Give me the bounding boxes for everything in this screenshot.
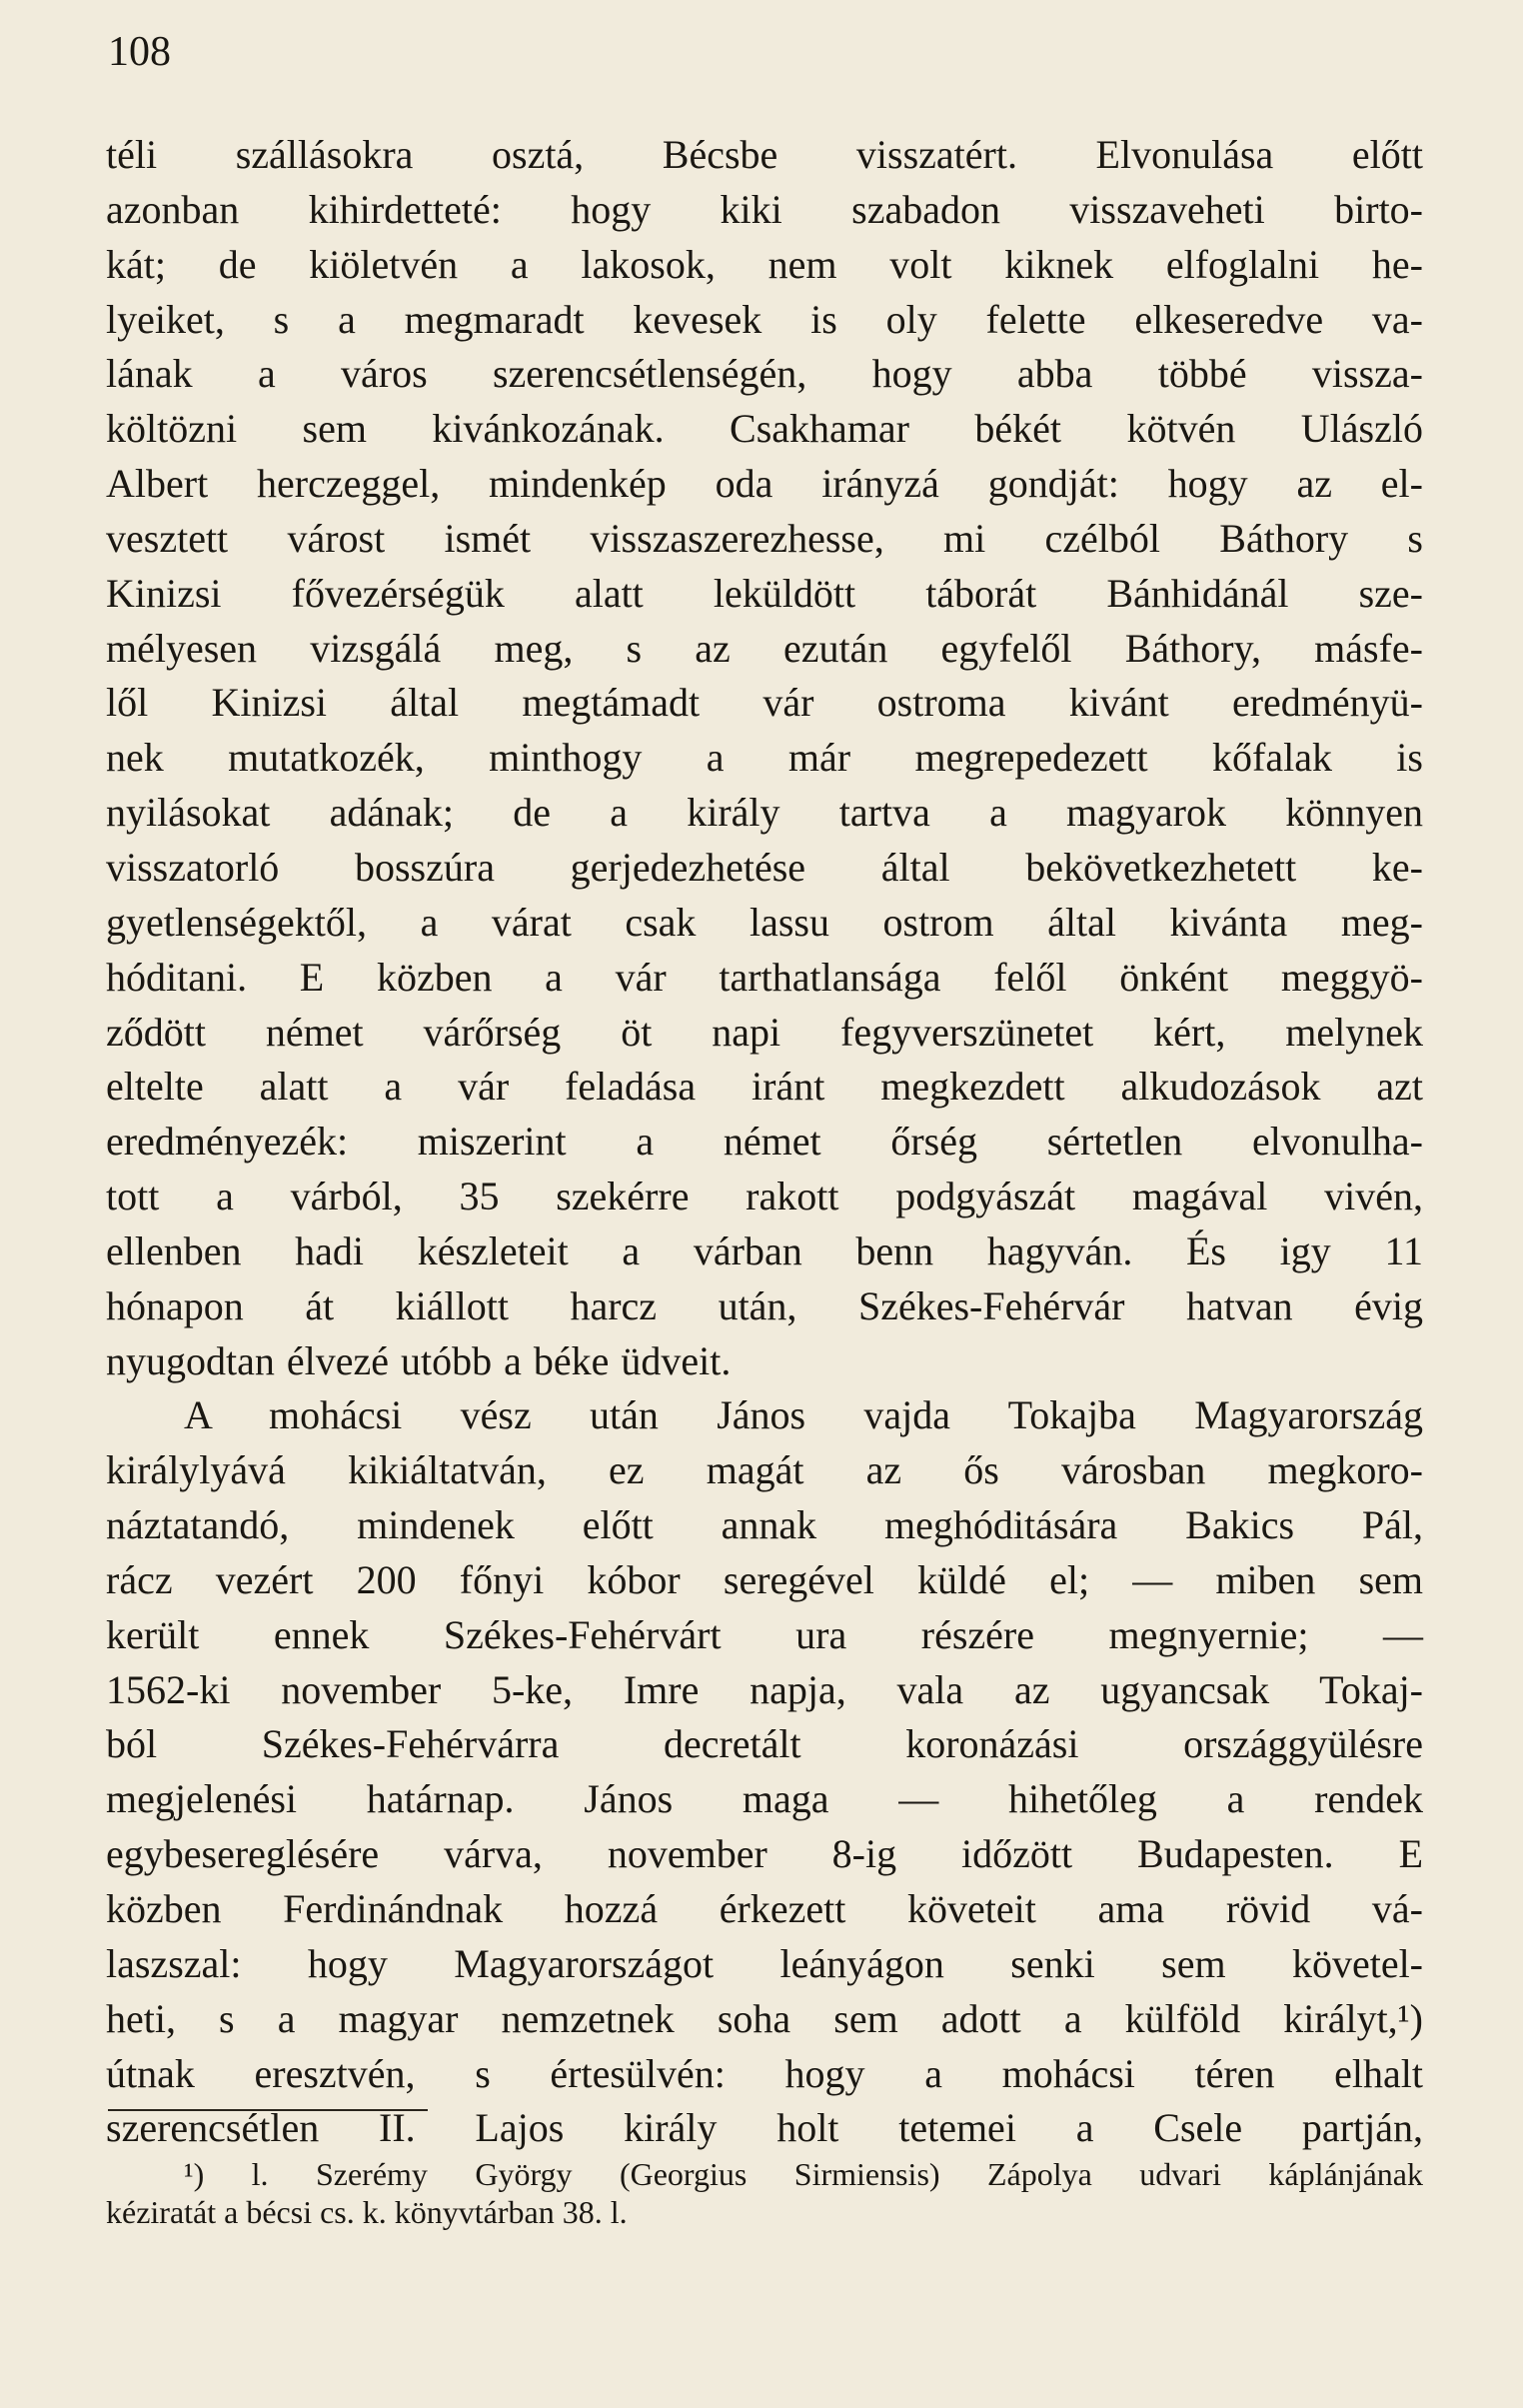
text-line: lának a város szerencsétlenségén, hogy abba többé vissza-	[106, 351, 1423, 397]
text-line: heti, s a magyar nemzetnek soha sem adott a külföld királyt,¹)	[106, 1995, 1423, 2041]
text-line: hónapon át kiállott harcz után, Székes-Fehérvár hatvan évig	[106, 1282, 1423, 1328]
footnote-line: kéziratát a bécsi cs. k. könyvtárban 38. l.	[106, 2194, 628, 2230]
text-line: közben Ferdinándnak hozzá érkezett követeit ama rövid vá-	[106, 1886, 1423, 1931]
text-line: mélyesen vizsgálá meg, s az ezután egyfelől Báthory, másfe-	[106, 625, 1423, 671]
body-text	[106, 128, 1423, 2156]
text-line: laszszal: hogy Magyarországot leányágon senki sem követel-	[106, 1940, 1423, 1986]
text-line: 1562-ki november 5-ke, Imre napja, vala az ugyancsak Tokaj-	[106, 1666, 1423, 1712]
text-line: gyetlenségektől, a várat csak lassu ostrom által kivánta meg-	[106, 899, 1423, 945]
text-line: eredményezék: miszerint a német őrség sértetlen elvonulha-	[106, 1119, 1423, 1165]
text-line: eltelte alatt a vár feladása iránt megkezdett alkudozások azt	[106, 1064, 1423, 1110]
text-line: került ennek Székes-Fehérvárt ura részére megnyernie; —	[106, 1611, 1423, 1657]
text-line: költözni sem kivánkozának. Csakhamar békét kötvén Ulászló	[106, 406, 1423, 452]
footnote-line: ¹) l. Szerémy György (Georgius Sirmiensis) Zápolya udvari káplánjának	[184, 2156, 1423, 2192]
text-line: A mohácsi vész után János vajda Tokajba Magyarország	[184, 1392, 1423, 1438]
text-line: útnak eresztvén, s értesülvén: hogy a mohácsi téren elhalt	[106, 2050, 1423, 2096]
text-line: náztatandó, mindenek előtt annak meghóditására Bakics Pál,	[106, 1502, 1423, 1548]
text-line: nyugodtan élvezé utóbb a béke üdveit.	[106, 1337, 732, 1383]
text-line: azonban kihirdetteté: hogy kiki szabadon visszaveheti birto-	[106, 186, 1423, 232]
text-line: vesztett várost ismét visszaszerezhesse, mi czélból Báthory s	[106, 515, 1423, 561]
text-line: lyeiket, s a megmaradt kevesek is oly felette elkeseredve va-	[106, 296, 1423, 342]
text-line: szerencsétlen II. Lajos király holt tetemei a Csele partján,	[106, 2105, 1423, 2151]
text-line: Albert herczeggel, mindenkép oda irányzá gondját: hogy az el-	[106, 461, 1423, 507]
text-line: rácz vezért 200 főnyi kóbor seregével küldé el; — miben sem	[106, 1556, 1423, 1602]
page-number: 108	[108, 29, 171, 75]
text-line: Kinizsi fővezérségük alatt leküldött táborát Bánhidánál sze-	[106, 570, 1423, 616]
text-line: királylyává kikiáltatván, ez magát az ős városban megkoro-	[106, 1447, 1423, 1493]
text-line: visszatorló bosszúra gerjedezhetése által bekövetkezhetett ke-	[106, 844, 1423, 890]
text-line: ződött német várőrség öt napi fegyverszünetet kért, melynek	[106, 1009, 1423, 1055]
text-line: téli szállásokra osztá, Bécsbe visszatért. Elvonulása előtt	[106, 132, 1423, 177]
text-line: nek mutatkozék, minthogy a már megrepedezett kőfalak is	[106, 735, 1423, 781]
text-line: ból Székes-Fehérvárra decretált koronázási országgyülésre	[106, 1721, 1423, 1767]
text-line: kát; de kiöletvén a lakosok, nem volt kiknek elfoglalni he-	[106, 241, 1423, 287]
text-line: egybesereglésére várva, november 8-ig időzött Budapesten. E	[106, 1831, 1423, 1877]
text-line: tott a várból, 35 szekérre rakott podgyászát magával vivén,	[106, 1174, 1423, 1219]
text-line: ellenben hadi készleteit a várban benn hagyván. És igy 11	[106, 1227, 1423, 1273]
text-line: megjelenési határnap. János maga — hihetőleg a rendek	[106, 1776, 1423, 1822]
footnotes	[106, 2155, 1423, 2231]
text-line: nyilásokat adának; de a király tartva a magyarok könnyen	[106, 790, 1423, 836]
text-line: hóditani. E közben a vár tarthatlansága felől önként meggyö-	[106, 954, 1423, 1000]
text-line: lől Kinizsi által megtámadt vár ostroma kivánt eredményü-	[106, 680, 1423, 726]
footnote-divider	[108, 2109, 428, 2111]
